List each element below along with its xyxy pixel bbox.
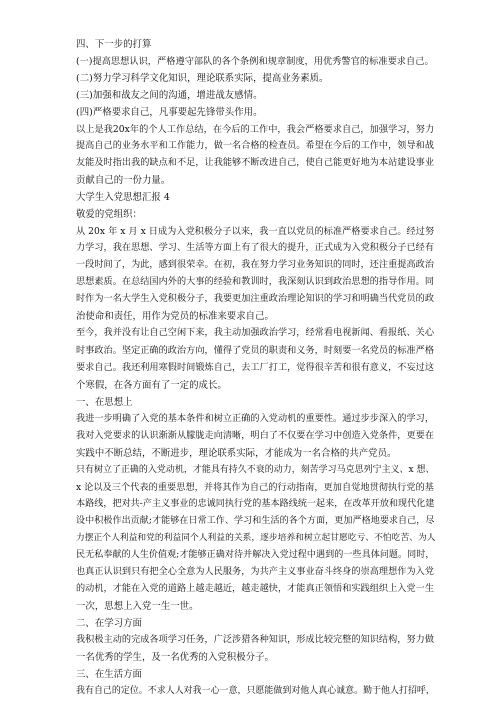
paragraph-line: 一次，思想上入党一生一世。 (76, 600, 199, 612)
paragraph-line: 时事政治。坚定正确的政治方向，懂得了党员的职责和义务，时刻要一名党员的标准严格 (76, 345, 434, 356)
paragraph-line: 本路线，把对共-产主义事业的忠诚同执行党的基本路线统一起来，在改革开放和现代化建 (76, 498, 435, 509)
paragraph-line: 治使命和责任，用作为党员的标准来要求自己。 (76, 311, 274, 323)
plan-item-4: (四)严格要求自己，凡事要起先锋带头作用。 (76, 107, 263, 119)
paragraph-line: 贡献自己的一份力量。 (76, 175, 171, 187)
paragraph-line: 一段时间了，为此，感到很荣幸。在初，我在努力学习业务知识的同时，还注重提高政治 (76, 260, 434, 271)
paragraph-line: 设中积极作出贡献;才能够在日常工作、学习和生活的各个方面，更加严格地要求自己，尽 (76, 515, 435, 526)
paragraph-line: 我对入党要求的认识渐渐从朦胧走向清晰，明白了不仅要在学习中创造入党条件，更要在 (76, 430, 434, 441)
paragraph-line: 我积极主动的完成各项学习任务，广泛涉猎各种知识，形成比较完整的知识结构，努力做 (76, 634, 434, 645)
paragraph-line: 至今，我并没有让自己空闲下来，我主动加强政治学习，经常看电视新闻、看报纸、关心 (76, 328, 434, 339)
paragraph-line: 从 20x 年 x 月 x 日成为入党积极分子以来，我一直以党员的标准严格要求自己。经过努 (76, 226, 435, 238)
paragraph-line: 一名优秀的学生，及一名优秀的入党积极分子。 (76, 651, 274, 663)
plan-item-1: (一)提高思想认识，严格遵守部队的各个条例和规章制度，用优秀警官的标准要求自己。 (76, 56, 434, 67)
paragraph-line: 民无私奉献的人生价值观;才能够正确对待并解决入党过程中遇到的一些具体问题。同时， (76, 549, 435, 560)
plan-item-3: (三)加强和战友之间的沟通，增进战友感情。 (76, 90, 263, 102)
salutation: 敬爱的党组织： (76, 209, 142, 221)
paragraph-line: 以上是我20x年的个人工作总结，在今后的工作中，我会严格要求自己，加强学习，努力 (76, 124, 435, 136)
paragraph-line: 的动机，才能在入党的道路上越走越近，越走越快，才能真正领悟和实践组织上入党一生 (76, 583, 434, 594)
paragraph-line: 思想素质。在总结国内外的大事的经验和教训时，我深刻认识到政治思想的指导作用。同 (76, 277, 434, 288)
paragraph-line: 要求自己。我还利用寒假时间锻炼自己，去工厂打工，觉得很辛苦和很有意义，不妄过这 (76, 362, 434, 373)
paragraph-line: 也真正认识到只有把全心全意为人民服务，为共产主义事业奋斗终身的崇高理想作为入党 (76, 566, 434, 577)
section-heading-next-plan: 四、下一步的打算 (76, 39, 152, 50)
paragraph-line: 力摆正个人利益和党的利益同个人利益的关系，逐步培养和树立起甘愿吃亏、不怕吃苦、为人 (76, 532, 436, 543)
paragraph-line: 我有自己的定位。不求人人对我一心一意，只愿能做到对他人真心诚意。勤于他人打招呼， (76, 686, 435, 696)
section-heading-life: 三、在生活方面 (76, 668, 142, 680)
paragraph-line: 时作为一名大学生入党积极分子，我要更加注重政治理论知识的学习和明确当代党员的政 (76, 294, 434, 305)
paragraph-line: 我进一步明确了入党的基本条件和树立正确的入党动机的重要性。通过步步深入的学习， (76, 413, 434, 424)
section-heading-study: 二、在学习方面 (76, 617, 142, 629)
paragraph-line: 力学习，我在思想、学习、生活等方面上有了很大的提升，正式成为入党积极分子已经有 (76, 243, 434, 254)
paragraph-line: 友能及时指出我的缺点和不足，让我能够不断改进自己，使自己能更好地为本站建设事业 (76, 158, 434, 169)
paragraph-line: 只有树立了正确的入党动机，才能具有持久不衰的动力，刻苦学习马克思列宁主义、x 想、 (76, 464, 435, 475)
plan-item-2: (二)努力学习科学文化知识，理论联系实际，提高业务素质。 (76, 73, 329, 85)
paragraph-line: x 论以及三个代表的重要思想，并将其作为自己的行动指南，更加自觉地贯彻执行党的基 (76, 481, 435, 493)
report-title: 大学生入党思想汇报 4 (76, 192, 170, 204)
paragraph-line: 提高自己的业务水平和工作能力，做一名合格的检查员。希望在今后的工作中，领导和战 (76, 141, 434, 152)
paragraph-line: 个寒假，在各方面有了一定的成长。 (76, 379, 227, 391)
paragraph-line: 实践中不断总结，不断进步，理论联系实际，才能成为一名合格的共产党员。 (76, 447, 397, 459)
section-heading-thought: 一、在思想上 (76, 396, 133, 408)
